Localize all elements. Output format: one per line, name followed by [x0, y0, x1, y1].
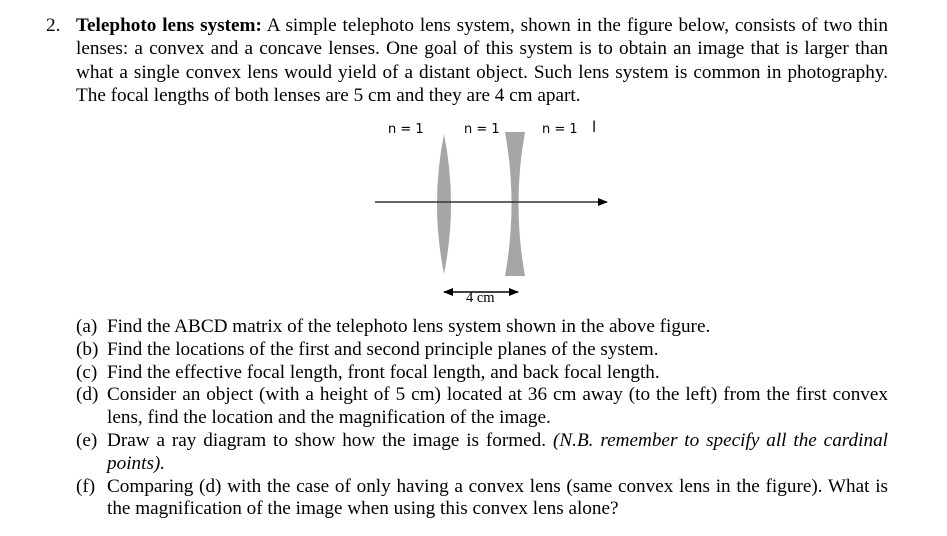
- concave-lens: [505, 132, 525, 276]
- question-part: [76, 316, 888, 339]
- problem-number: 2.: [46, 15, 61, 36]
- part-text-block: [107, 430, 888, 476]
- problem-header: [46, 14, 888, 107]
- problem-intro-text: A simple telephoto lens system, shown in the figure below, consists of two thin lenses: a convex and a concave lenses. One goal of this system is to obtain an image that is larger than what a single convex lens would yield of a distant object. Such lens system is common in photography. The focal lengths of both lenses are 5 cm and they are 4 cm apart.: [76, 15, 888, 106]
- lens-diagram: [360, 118, 620, 318]
- part-note: (N.B. remember to specify all the cardinal points).: [107, 429, 888, 474]
- part-text: Consider an object (with a height of 5 cm) located at 36 cm away (to the left) from the first convex lens, find the location and the magnification of the image.: [107, 384, 888, 429]
- question-parts-list: [76, 316, 888, 521]
- question-part: [76, 339, 888, 362]
- part-text: Find the effective focal length, front focal length, and back focal length.: [107, 361, 660, 383]
- part-text-block: [107, 362, 888, 385]
- part-label: (e): [76, 429, 98, 451]
- problem-title: Telephoto lens system:: [76, 15, 262, 36]
- question-part: [76, 476, 888, 522]
- part-text-block: [107, 384, 888, 430]
- part-label: (a): [76, 316, 98, 337]
- part-text: Find the ABCD matrix of the telephoto lens system shown in the above figure.: [107, 316, 711, 337]
- problem-intro-paragraph: [76, 14, 888, 107]
- part-text-block: [107, 316, 888, 339]
- part-text-block: [107, 476, 888, 522]
- question-part: [76, 430, 888, 476]
- convex-lens: [437, 134, 451, 274]
- refractive-index-right: n = 1: [542, 122, 578, 137]
- part-label: (f): [76, 475, 96, 497]
- stray-mark: l: [592, 118, 597, 136]
- problem-statement: [46, 14, 888, 107]
- part-label: (b): [76, 338, 99, 360]
- refractive-index-middle: n = 1: [464, 122, 500, 137]
- part-text: Find the locations of the first and second principle planes of the system.: [107, 338, 659, 360]
- part-text: Comparing (d) with the case of only having a convex lens (same convex lens in the figure). What is the magnification of the image when using this convex lens alone?: [107, 475, 888, 520]
- part-label: (d): [76, 384, 99, 406]
- question-part: [76, 384, 888, 430]
- part-text: Draw a ray diagram to show how the image is formed.: [107, 429, 553, 451]
- question-part: [76, 362, 888, 385]
- lens-system-figure: [360, 118, 620, 318]
- part-label: (c): [76, 361, 98, 383]
- refractive-index-left: n = 1: [388, 122, 424, 137]
- distance-label: 4 cm: [466, 290, 495, 306]
- part-text-block: [107, 339, 888, 362]
